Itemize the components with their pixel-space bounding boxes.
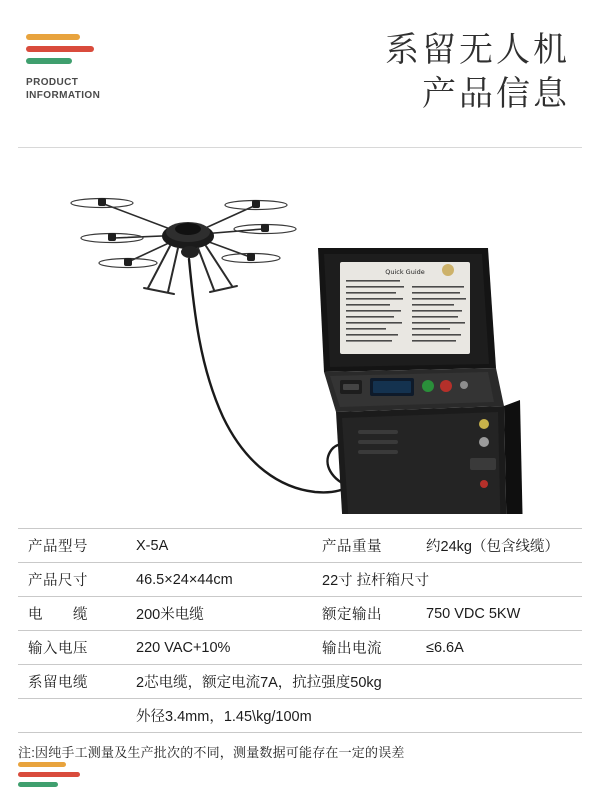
spec-table xyxy=(18,528,582,733)
spec-value-tether-cable: 2芯电缆，额定电流7A，抗拉强度50kg xyxy=(136,675,382,691)
page-header xyxy=(0,0,600,148)
table-row xyxy=(18,597,582,631)
brand-line-1: PRODUCT xyxy=(26,77,79,88)
spec-value-rated-output: 750 VDC 5KW xyxy=(426,605,521,622)
table-row xyxy=(18,631,582,665)
spec-label-output-current: 输出电流 xyxy=(322,641,382,657)
table-row xyxy=(18,665,582,699)
table-row xyxy=(18,699,582,733)
spec-value-dimensions: 46.5×24×44cm xyxy=(136,571,233,588)
header-divider xyxy=(18,147,582,148)
title-line-1: 系留无人机 xyxy=(385,30,570,70)
spec-label-cable: 电 缆 xyxy=(28,607,88,623)
spec-value-weight: 约24kg（包含线缆） xyxy=(426,539,559,555)
spec-value-tether-cable-detail: 外径3.4mm，1.45\kg/100m xyxy=(136,709,312,725)
footer-bars-icon xyxy=(18,762,88,792)
table-row xyxy=(18,529,582,563)
title-line-2: 产品信息 xyxy=(422,74,570,114)
brand-line-2: INFORMATION xyxy=(26,90,101,101)
spec-value-output-current: ≤6.6A xyxy=(426,639,464,656)
brand-block xyxy=(26,26,156,102)
brand-text xyxy=(26,76,156,102)
drone-and-power-case-illustration xyxy=(18,162,582,514)
spec-label-dimensions: 产品尺寸 xyxy=(28,573,88,589)
svg-text:Quick Guide: Quick Guide xyxy=(385,268,425,276)
spec-label-model: 产品型号 xyxy=(28,539,88,555)
product-hero-image xyxy=(18,162,582,514)
measurement-footnote: 注:因纯手工测量及生产批次的不同，测量数据可能存在一定的误差 xyxy=(18,745,405,760)
spec-value-input-voltage: 220 VAC+10% xyxy=(136,639,231,656)
page-title xyxy=(385,26,574,116)
spec-label-tether-cable: 系留电缆 xyxy=(28,675,88,691)
spec-label-weight: 产品重量 xyxy=(322,539,382,555)
spec-value-cable: 200米电缆 xyxy=(136,607,204,623)
spec-value-case-size: 22寸 拉杆箱尺寸 xyxy=(322,573,430,589)
spec-value-model: X-5A xyxy=(136,537,169,554)
spec-label-rated-output: 额定输出 xyxy=(322,607,382,623)
brand-bars-icon xyxy=(26,34,100,64)
spec-label-input-voltage: 输入电压 xyxy=(28,641,88,657)
table-row xyxy=(18,563,582,597)
